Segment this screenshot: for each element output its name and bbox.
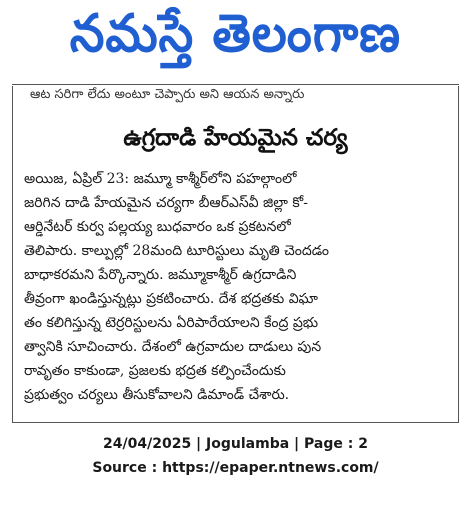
body-line: తెలిపారు. కాల్పుల్లో 28మంది టూరిస్టులు మృతి చెందడం (24, 243, 330, 259)
newspaper-logo: నమస్తే తెలంగాణ (69, 3, 402, 64)
bottom-divider (12, 422, 459, 423)
footer (0, 432, 471, 480)
body-line: జరిగిన దాడి హేయమైన చర్యగా బీఆర్‌ఎస్‌వీ జిల్లా కో- (24, 195, 308, 211)
source-link[interactable]: Source : https://epaper.ntnews.com/ (92, 460, 379, 476)
body-line: బాధాకరమని పేర్కొన్నారు. జమ్మూకాశ్మీర్ ఉగ్రదాడిని (24, 267, 297, 283)
body-line: అయిజ, ఏప్రిల్ 23: జమ్మూ కాశ్మీర్‌లోని పహల్గాంలో (24, 171, 297, 187)
body-line: ఆర్డినేటర్ కుర్వ పల్లయ్య బుధవారం ఒక ప్రకటనలో (24, 219, 291, 235)
body-line: ప్రభుత్వం చర్యలు తీసుకోవాలని డిమాండ్ చేశారు. (24, 387, 290, 403)
body-line: రావృతం కాకుండా, ప్రజలకు భద్రత కల్పించేందుకు (24, 363, 286, 379)
masthead (0, 0, 471, 80)
article-body (24, 167, 447, 407)
top-divider (12, 84, 459, 85)
article-headline: ఉగ్రదాడి హేయమైన చర్య (123, 125, 348, 151)
cut-off-text-line (30, 87, 390, 103)
body-line: తీవ్రంగా ఖండిస్తున్నట్లు ప్రకటించారు. దేశ భద్రతకు విఘా (24, 291, 318, 307)
body-line: తం కలిగిస్తున్న టెర్రరిస్టులను ఏరిపారేయాలని కేంద్ర ప్రభు (24, 315, 319, 331)
body-line: త్వానికి సూచించారు. దేశంలో ఉగ్రవాదుల దాడులు పున (24, 339, 322, 355)
edition-meta: 24/04/2025 | Jogulamba | Page : 2 (103, 436, 368, 452)
cut-off-text: ఆట సరిగా లేదు అంటూ చెప్పారు అని ఆయన అన్నారు (30, 87, 305, 102)
